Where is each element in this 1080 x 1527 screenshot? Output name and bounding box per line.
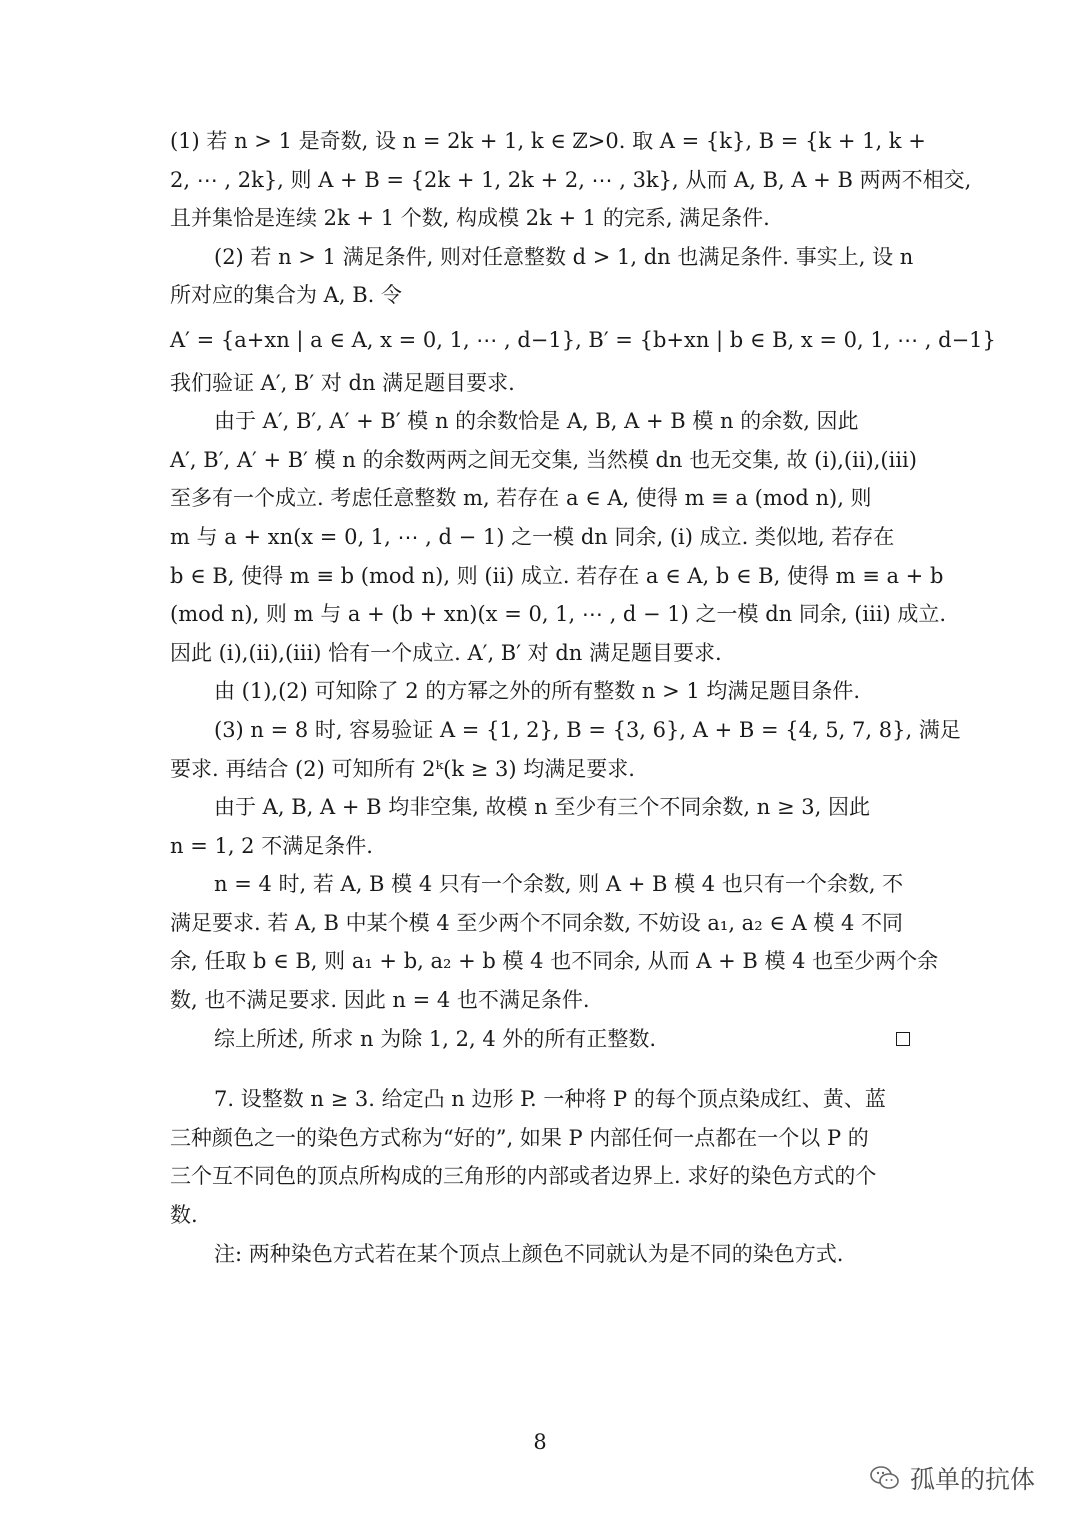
page-number: 8 <box>533 1430 547 1454</box>
text-line: b ∈ B, 使得 m ≡ b (mod n), 则 (ii) 成立. 若存在 a ∈ A, b ∈ B, 使得 m ≡ a + b <box>170 563 944 588</box>
text-line: 要求. 再结合 (2) 可知所有 2ᵏ(k ≥ 3) 均满足要求. <box>170 756 635 781</box>
text-line: (1) 若 n > 1 是奇数, 设 n = 2k + 1, k ∈ ℤ>0. 取 A = {k}, B = {k + 1, k + <box>170 129 926 153</box>
problem-line: 三种颜色之一的染色方式称为“好的”, 如果 P 内部任何一点都在一个以 P 的 <box>170 1125 869 1150</box>
text-line: 由于 A, B, A + B 均非空集, 故模 n 至少有三个不同余数, n ≥ 3, 因此 <box>214 795 870 820</box>
text-line: m 与 a + xn(x = 0, 1, ⋯ , d − 1) 之一模 dn 同余, (i) 成立. 类似地, 若存在 <box>170 524 895 549</box>
text-line: 满足要求. 若 A, B 中某个模 4 至少两个不同余数, 不妨设 a₁, a₂ ∈ A 模 4 不同 <box>170 910 904 935</box>
text-line: 由于 A′, B′, A′ + B′ 模 n 的余数恰是 A, B, A + B 模 n 的余数, 因此 <box>214 409 859 434</box>
text-line: (2) 若 n > 1 满足条件, 则对任意整数 d > 1, dn 也满足条件. 事实上, 设 n <box>214 244 914 269</box>
text-line: 所对应的集合为 A, B. 令 <box>170 283 402 308</box>
text-line: 数, 也不满足要求. 因此 n = 4 也不满足条件. <box>170 988 590 1013</box>
problem-7 <box>170 1080 910 1273</box>
text-line: 至多有一个成立. 考虑任意整数 m, 若存在 a ∈ A, 使得 m ≡ a (mod n), 则 <box>170 486 872 511</box>
text-line: 2, ⋯ , 2k}, 则 A + B = {2k + 1, 2k + 2, ⋯ , 3k}, 从而 A, B, A + B 两两不相交, <box>170 167 972 192</box>
text-line: (3) n = 8 时, 容易验证 A = {1, 2}, B = {3, 6}, A + B = {4, 5, 7, 8}, 满足 <box>214 717 961 742</box>
problem-line: 数. <box>170 1203 198 1228</box>
problem-line: 三个互不同色的顶点所构成的三角形的内部或者边界上. 求好的染色方式的个 <box>170 1164 877 1189</box>
text-line: 我们验证 A′, B′ 对 dn 满足题目要求. <box>170 370 515 395</box>
problem-note: 注: 两种染色方式若在某个顶点上颜色不同就认为是不同的染色方式. <box>214 1241 844 1266</box>
wechat-icon <box>868 1461 902 1495</box>
document-body <box>170 122 996 1273</box>
text-line: 由 (1),(2) 可知除了 2 的方幂之外的所有整数 n > 1 均满足题目条件. <box>214 679 861 704</box>
text-line: n = 1, 2 不满足条件. <box>170 833 373 858</box>
text-line: n = 4 时, 若 A, B 模 4 只有一个余数, 则 A + B 模 4 也只有一个余数, 不 <box>214 872 904 897</box>
text-line: (mod n), 则 m 与 a + (b + xn)(x = 0, 1, ⋯ , d − 1) 之一模 dn 同余, (iii) 成立. <box>170 602 947 627</box>
problem-line: 7. 设整数 n ≥ 3. 给定凸 n 边形 P. 一种将 P 的每个顶点染成红、黄、蓝 <box>214 1087 886 1112</box>
text-line: 且并集恰是连续 2k + 1 个数, 构成模 2k + 1 的完系, 满足条件. <box>170 206 770 231</box>
text-line: 余, 任取 b ∈ B, 则 a₁ + b, a₂ + b 模 4 也不同余, 从而 A + B 模 4 也至少两个余 <box>170 949 939 974</box>
conclusion-line <box>170 1020 910 1059</box>
text-line: A′, B′, A′ + B′ 模 n 的余数两两之间无交集, 当然模 dn 也无交集, 故 (i),(ii),(iii) <box>170 447 917 472</box>
conclusion-text: 综上所述, 所求 n 为除 1, 2, 4 外的所有正整数. <box>214 1026 657 1051</box>
text-line: 因此 (i),(ii),(iii) 恰有一个成立. A′, B′ 对 dn 满足题目要求. <box>170 640 722 665</box>
qed-square-icon <box>896 1032 910 1046</box>
watermark <box>868 1460 1035 1496</box>
watermark-text: 孤单的抗体 <box>910 1465 1036 1494</box>
display-formula: A′ = {a+xn | a ∈ A, x = 0, 1, ⋯ , d−1}, B′ = {b+xn | b ∈ B, x = 0, 1, ⋯ , d−1} <box>170 327 996 352</box>
